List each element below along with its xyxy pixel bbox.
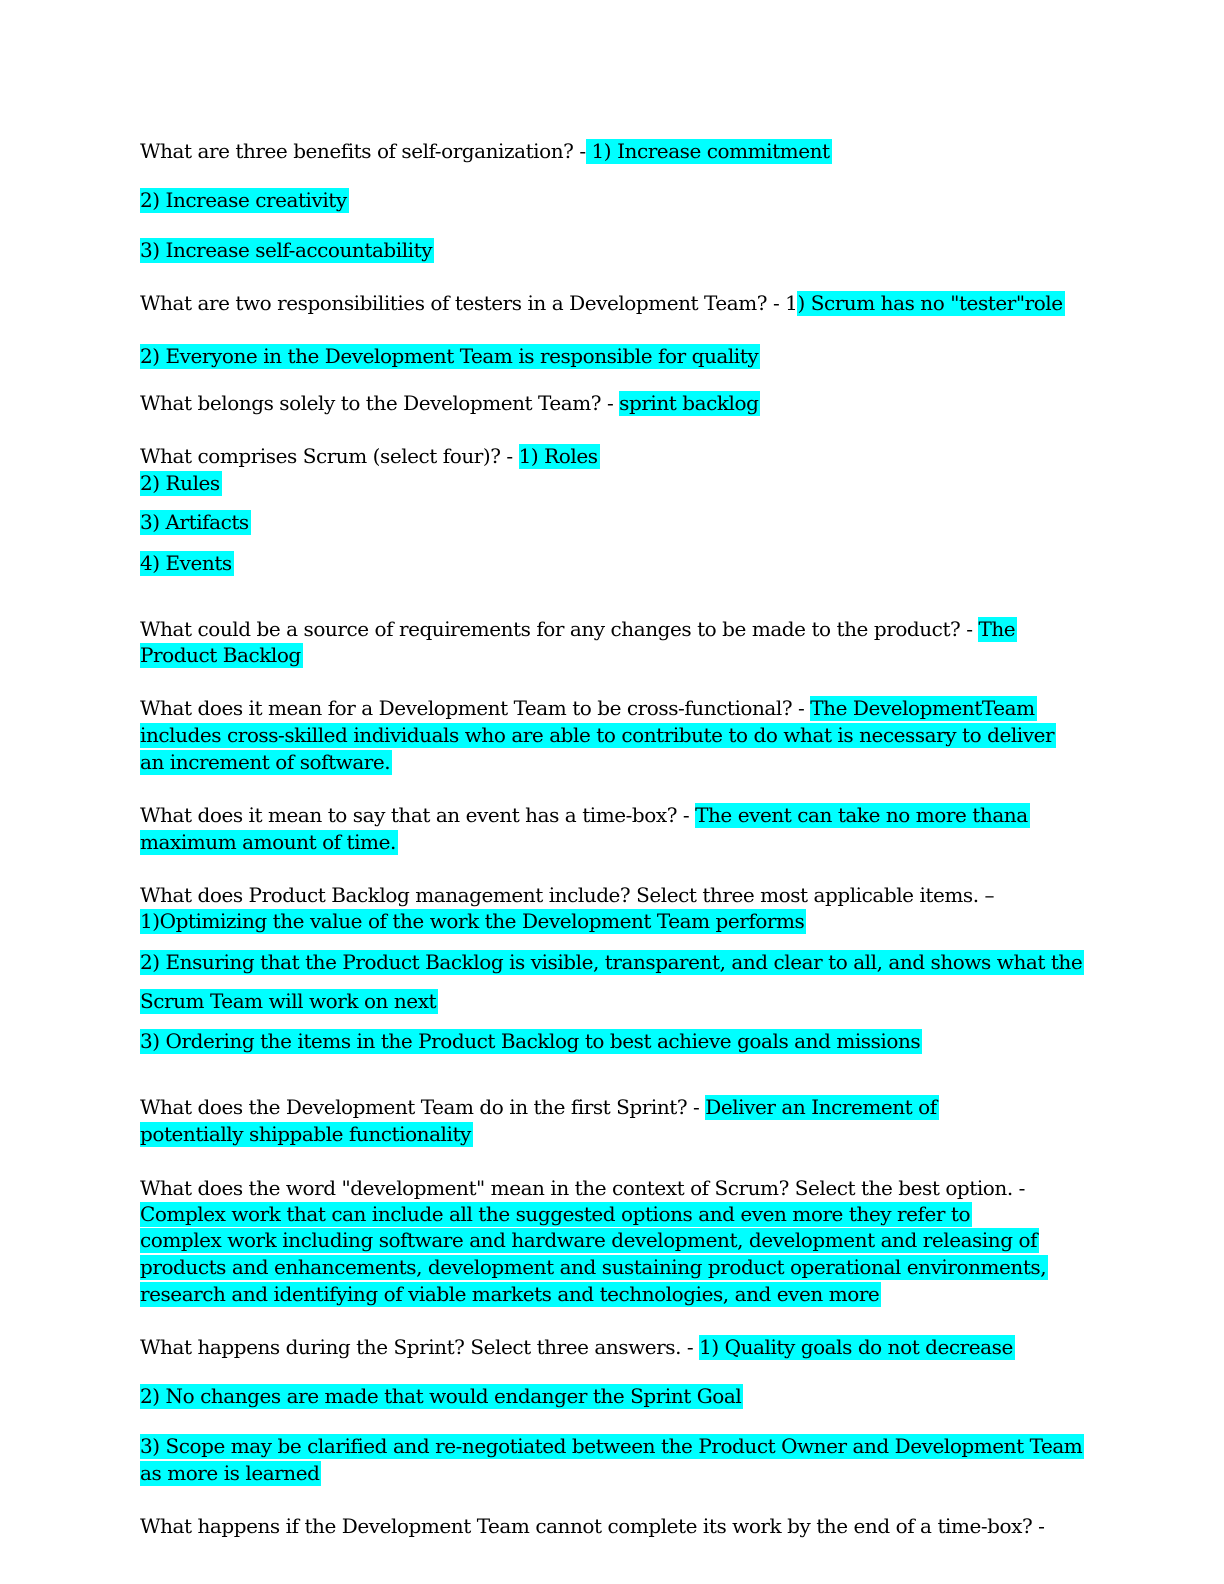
separator: - [680, 1335, 700, 1359]
separator: - [792, 696, 811, 720]
answer-line [140, 1281, 881, 1307]
answer-highlight: 3) Artifacts [140, 510, 249, 534]
question-line [140, 1334, 1015, 1360]
answer-highlight: Complex work that can include all the suggested options and even more they refer to [140, 1202, 971, 1226]
separator: – [978, 883, 995, 907]
answer-highlight: 2) Ensuring that the Product Backlog is visible, transparent, and clear to all, and shows what the [140, 950, 1083, 974]
question-line [140, 443, 600, 469]
answer-highlight: 1) Quality goals do not decrease [699, 1335, 1013, 1359]
question-line [140, 695, 1037, 721]
answer-line [140, 237, 434, 263]
answer-line [140, 550, 234, 576]
answer-highlight: 1) Roles [518, 444, 598, 468]
answer-line [140, 1028, 922, 1054]
separator: - [500, 444, 519, 468]
question-text: What could be a source of requirements for any changes to be made to the product? [140, 617, 961, 641]
answer-highlight: 3) Scope may be clarified and re-negotiated between the Product Owner and Development Team [140, 1434, 1083, 1458]
answer-highlight: sprint backlog [619, 391, 759, 415]
answer-line [140, 470, 222, 496]
answer-line [140, 988, 438, 1014]
separator: - 1 [767, 291, 798, 315]
answer-line [140, 722, 1056, 748]
question-line [140, 390, 760, 416]
answer-highlight: The event can take no more thana [695, 803, 1028, 827]
question-line [140, 802, 1030, 828]
answer-line [140, 1201, 972, 1227]
answer-highlight: research and identifying of viable markets and technologies, and even more [140, 1282, 880, 1306]
answer-line [140, 908, 806, 934]
question-text: What are two responsibilities of testers in a Development Team? [140, 291, 768, 315]
answer-line [140, 343, 760, 369]
question-line [140, 1513, 1044, 1539]
answer-line [140, 509, 251, 535]
answer-highlight: Scrum Team will work on next [140, 989, 437, 1013]
answer-line [140, 187, 349, 213]
separator: - [687, 1095, 706, 1119]
separator: - [676, 803, 696, 827]
question-line [140, 882, 994, 908]
question-text: What does it mean to say that an event has a time-box? [140, 803, 677, 827]
separator: - [1012, 1176, 1025, 1200]
answer-highlight: 2) Rules [140, 471, 220, 495]
question-line [140, 616, 1017, 642]
question-text: What does the word "development" mean in the context of Scrum? Select the best option. [140, 1176, 1013, 1200]
answer-highlight: potentially shippable functionality [140, 1122, 471, 1146]
separator: - [601, 391, 620, 415]
question-line [140, 138, 832, 164]
answer-highlight: 2) Increase creativity [140, 188, 347, 212]
answer-line [140, 1383, 743, 1409]
question-text: What are three benefits of self-organization? [140, 139, 574, 163]
question-text: What comprises Scrum (select four)? [140, 444, 501, 468]
question-text: What belongs solely to the Development Team? [140, 391, 602, 415]
answer-line [140, 642, 303, 668]
answer-line [140, 829, 398, 855]
answer-highlight: Deliver an Increment of [705, 1095, 937, 1119]
answer-line [140, 1227, 1039, 1253]
answer-highlight: 3) Ordering the items in the Product Backlog to best achieve goals and missions [140, 1029, 921, 1053]
answer-line [140, 1433, 1084, 1459]
question-text: What does it mean for a Development Team to be cross-functional? [140, 696, 793, 720]
answer-highlight: 4) Events [140, 551, 232, 575]
separator: - [1032, 1514, 1045, 1538]
question-line [140, 290, 1065, 316]
answer-highlight: ) Scrum has no "tester"role [797, 291, 1063, 315]
answer-highlight: maximum amount of time. [140, 830, 396, 854]
answer-highlight: The [978, 617, 1016, 641]
question-line [140, 1175, 1025, 1201]
answer-highlight: complex work including software and hardware development, development and releasing of [140, 1228, 1038, 1252]
answer-line [140, 949, 1084, 975]
question-line [140, 1094, 939, 1120]
answer-highlight: an increment of software. [140, 750, 391, 774]
question-text: What happens during the Sprint? Select three answers. [140, 1335, 681, 1359]
answer-highlight: as more is learned [140, 1461, 320, 1485]
answer-line [140, 1460, 321, 1486]
answer-highlight: 1)Optimizing the value of the work the Development Team performs [140, 909, 805, 933]
answer-highlight: 2) No changes are made that would endanger the Sprint Goal [140, 1384, 742, 1408]
separator: - [960, 617, 979, 641]
question-text: What does Product Backlog management include? Select three most applicable items. [140, 883, 979, 907]
answer-highlight: includes cross-skilled individuals who are able to contribute to do what is necessary to deliver [140, 723, 1055, 747]
answer-highlight: products and enhancements, development and sustaining product operational environments, [140, 1255, 1047, 1279]
question-text: What does the Development Team do in the first Sprint? [140, 1095, 688, 1119]
answer-highlight: 3) Increase self-accountability [140, 238, 433, 262]
answer-highlight: 2) Everyone in the Development Team is responsible for quality [140, 344, 759, 368]
separator: - [573, 139, 586, 163]
answer-highlight: The DevelopmentTeam [810, 696, 1035, 720]
answer-line [140, 1254, 1048, 1280]
question-text: What happens if the Development Team cannot complete its work by the end of a time-box? [140, 1514, 1033, 1538]
answer-highlight: Product Backlog [140, 643, 301, 667]
answer-line [140, 749, 392, 775]
answer-highlight: 1) Increase commitment [585, 139, 830, 163]
answer-line [140, 1121, 473, 1147]
